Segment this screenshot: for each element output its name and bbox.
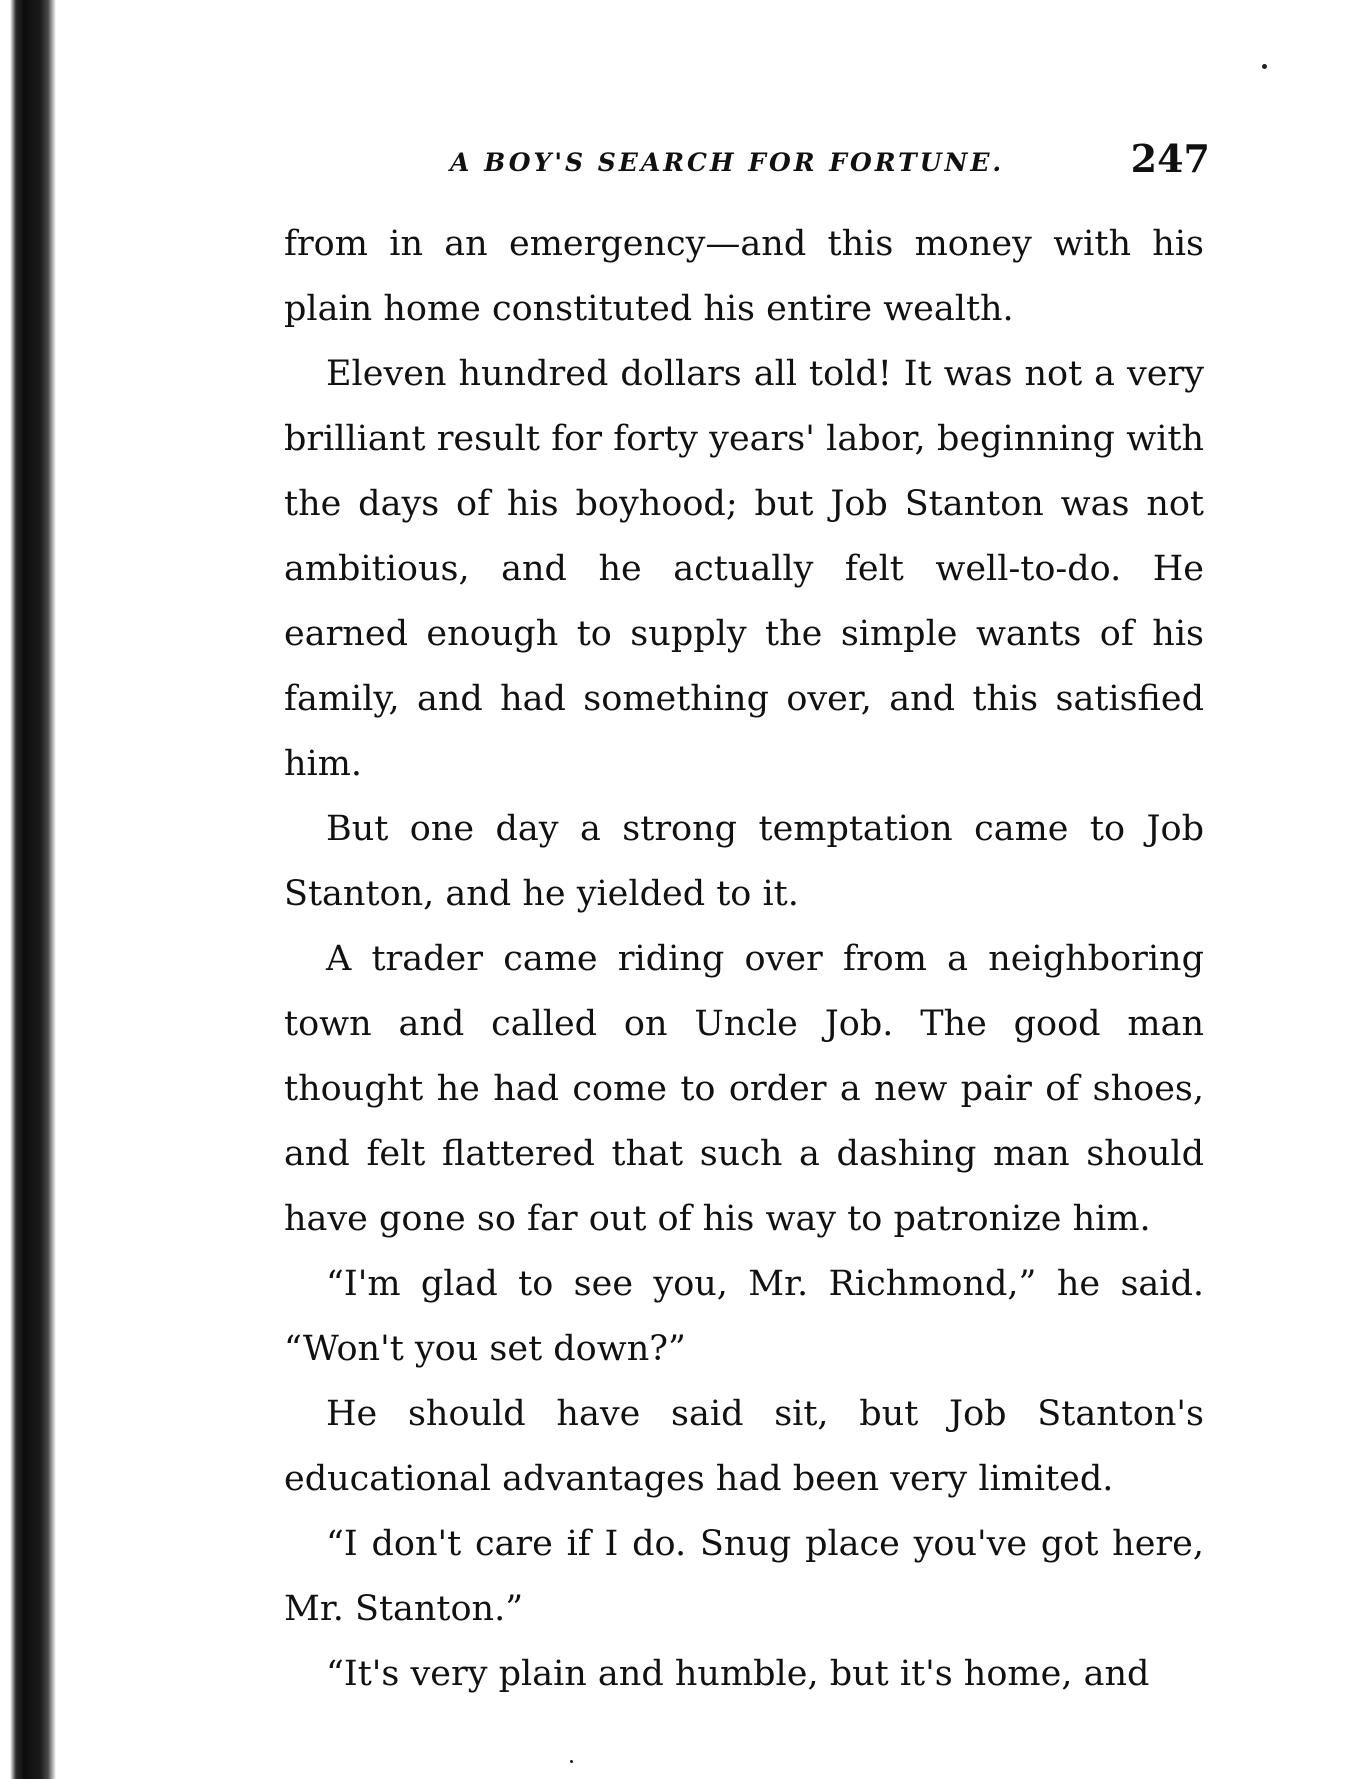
paragraph-8: “It's very plain and humble, but it's home, and (326, 1654, 1150, 1694)
paragraph-2: Eleven hundred dollars all told! It was not a very brilliant result for forty years' labor, beginning with the days of his boyhood; but Job Stanton was not ambitious, and he actually felt well-to-do. He earned enough to supply the simple wants of his family, and had something over, and this satisfied him. (284, 354, 1204, 784)
body-text (284, 212, 1204, 1707)
binding-edge (0, 0, 56, 1779)
paragraph-1: from in an emergency—and this money with his plain home constituted his entire wealth. (284, 224, 1204, 329)
page-number: 247 (1130, 136, 1210, 181)
running-title: A BOY'S SEARCH FOR FORTUNE. (450, 148, 1005, 177)
paragraph-3: But one day a strong temptation came to Job Stanton, and he yielded to it. (284, 809, 1204, 914)
paragraph-4: A trader came riding over from a neighboring town and called on Uncle Job. The good man thought he had come to order a new pair of shoes, and felt flattered that such a dashing man should have gone so far out of his way to patronize him. (284, 939, 1204, 1239)
scan-speck (570, 1760, 573, 1763)
paragraph-5: “I'm glad to see you, Mr. Richmond,” he said. “Won't you set down?” (284, 1264, 1204, 1369)
paragraph-7: “I don't care if I do. Snug place you've got here, Mr. Stanton.” (284, 1524, 1204, 1629)
paragraph-6: He should have said sit, but Job Stanton's educational advantages had been very limited. (284, 1394, 1204, 1499)
page-header (450, 136, 1210, 186)
scan-speck (1262, 64, 1267, 69)
